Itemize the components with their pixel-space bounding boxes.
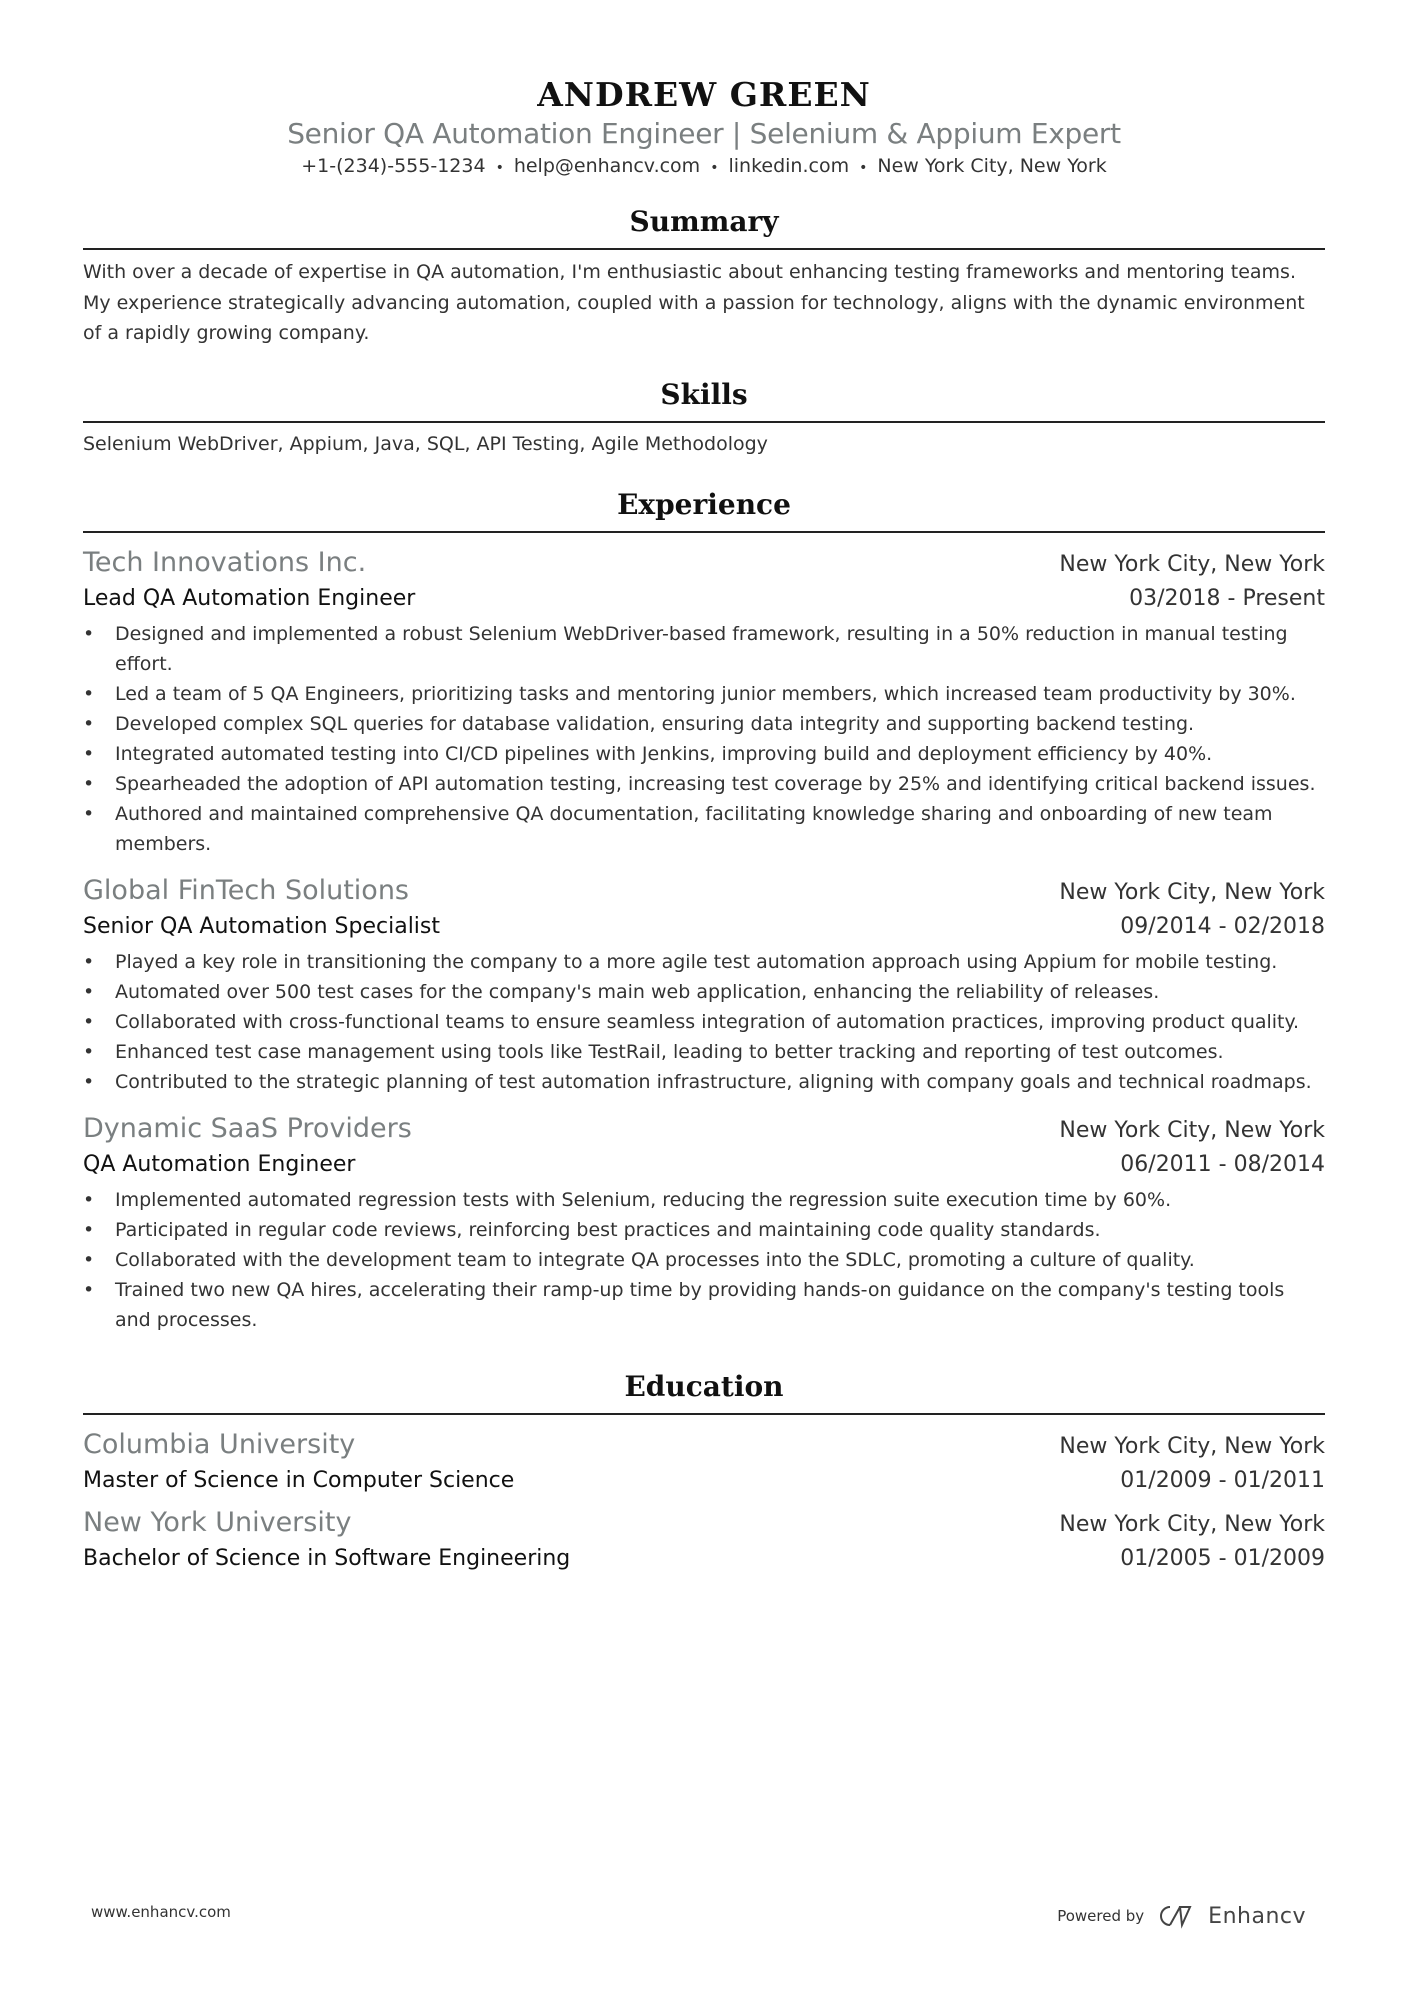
location: New York City, New York: [877, 155, 1107, 177]
resume-page: [83, 0, 1325, 1575]
enhancv-logo-icon: [1156, 1903, 1196, 1929]
separator: •: [710, 160, 719, 176]
company-name: Global FinTech Solutions: [83, 875, 410, 906]
bullet-item: • Collaborated with cross-functional teams to ensure seamless integration of automation practices, improving product quality.: [83, 1007, 1325, 1037]
skills-section: [83, 377, 1325, 460]
footer-powered-by: [1057, 1903, 1306, 1929]
degree: Bachelor of Science in Software Engineering: [83, 1546, 571, 1571]
bullet-item: • Automated over 500 test cases for the company's main web application, enhancing the reliability of releases.: [83, 977, 1325, 1007]
education-dates: 01/2005 - 01/2009: [1120, 1546, 1325, 1571]
job-location: New York City, New York: [1059, 1118, 1325, 1143]
job-bullets: [83, 947, 1325, 1097]
job-title: Lead QA Automation Engineer: [83, 586, 416, 611]
bullet-item: • Spearheaded the adoption of API automation testing, increasing test coverage by 25% and identifying critical backend issues.: [83, 769, 1325, 799]
bullet-item: • Integrated automated testing into CI/CD pipelines with Jenkins, improving build and deployment efficiency by 40%.: [83, 739, 1325, 769]
email[interactable]: help@enhancv.com: [513, 155, 701, 177]
divider: [83, 1413, 1325, 1415]
job-entry: [83, 1111, 1325, 1335]
experience-section: [83, 487, 1325, 1335]
job-location: New York City, New York: [1059, 880, 1325, 905]
school-location: New York City, New York: [1059, 1512, 1325, 1537]
bullet-item: • Participated in regular code reviews, reinforcing best practices and maintaining code quality standards.: [83, 1215, 1325, 1245]
job-dates: 09/2014 - 02/2018: [1120, 914, 1325, 939]
bullet-item: • Developed complex SQL queries for database validation, ensuring data integrity and supporting backend testing.: [83, 709, 1325, 739]
bullet-item: • Trained two new QA hires, accelerating their ramp-up time by providing hands-on guidance on the company's testing tools and processes.: [83, 1275, 1325, 1335]
candidate-headline: Senior QA Automation Engineer | Selenium & Appium Expert: [287, 117, 1121, 150]
school-location: New York City, New York: [1059, 1434, 1325, 1459]
section-title: Skills: [660, 377, 748, 411]
job-location: New York City, New York: [1059, 552, 1325, 577]
job-dates: 03/2018 - Present: [1129, 586, 1325, 611]
bullet-item: • Played a key role in transitioning the company to a more agile test automation approach using Appium for mobile testing.: [83, 947, 1325, 977]
bullet-item: • Contributed to the strategic planning of test automation infrastructure, aligning with company goals and technical roadmaps.: [83, 1067, 1325, 1097]
education-entry: [83, 1505, 1325, 1575]
job-entry: [83, 873, 1325, 1097]
linkedin[interactable]: linkedin.com: [728, 155, 850, 177]
school-name: New York University: [83, 1507, 352, 1538]
separator: •: [495, 160, 504, 176]
company-name: Tech Innovations Inc.: [83, 547, 367, 578]
footer-website[interactable]: www.enhancv.com: [91, 1903, 231, 1921]
bullet-item: • Authored and maintained comprehensive QA documentation, facilitating knowledge sharing and onboarding of new team members.: [83, 799, 1325, 859]
degree: Master of Science in Computer Science: [83, 1468, 515, 1493]
job-title: Senior QA Automation Specialist: [83, 914, 441, 939]
bullet-item: • Enhanced test case management using tools like TestRail, leading to better tracking and reporting of test outcomes.: [83, 1037, 1325, 1067]
school-name: Columbia University: [83, 1429, 356, 1460]
divider: [83, 531, 1325, 533]
job-list: [83, 545, 1325, 1335]
divider: [83, 248, 1325, 250]
section-title: Education: [624, 1370, 784, 1403]
job-bullets: [83, 619, 1325, 859]
separator: •: [859, 160, 868, 176]
section-title: Summary: [629, 205, 779, 238]
powered-by-label: Powered by: [1057, 1907, 1145, 1925]
section-title: Experience: [617, 488, 791, 521]
education-list: [83, 1427, 1325, 1575]
candidate-name: ANDREW GREEN: [537, 75, 871, 114]
contact-line: [83, 152, 1325, 182]
bullet-item: • Collaborated with the development team to integrate QA processes into the SDLC, promoting a culture of quality.: [83, 1245, 1325, 1275]
phone: +1-(234)-555-1234: [301, 155, 486, 177]
job-bullets: [83, 1185, 1325, 1335]
job-dates: 06/2011 - 08/2014: [1120, 1152, 1325, 1177]
summary-text: With over a decade of expertise in QA automation, I'm enthusiastic about enhancing testing frameworks and mentoring teams. My experience strategically advancing automation, coupled with a passion for technology, aligns with the dynamic environment of a rapidly growing company.: [83, 261, 1305, 344]
bullet-item: • Led a team of 5 QA Engineers, prioritizing tasks and mentoring junior members, which increased team productivity by 30%.: [83, 679, 1325, 709]
education-section: [83, 1369, 1325, 1575]
summary-section: [83, 204, 1325, 349]
company-name: Dynamic SaaS Providers: [83, 1113, 412, 1144]
job-title: QA Automation Engineer: [83, 1152, 356, 1177]
education-dates: 01/2009 - 01/2011: [1120, 1468, 1325, 1493]
job-entry: [83, 545, 1325, 859]
enhancv-brand[interactable]: Enhancv: [1208, 1903, 1306, 1929]
education-entry: [83, 1427, 1325, 1497]
bullet-item: • Implemented automated regression tests with Selenium, reducing the regression suite execution time by 60%.: [83, 1185, 1325, 1215]
skills-text: Selenium WebDriver, Appium, Java, SQL, API Testing, Agile Methodology: [83, 432, 768, 455]
divider: [83, 421, 1325, 423]
bullet-item: • Designed and implemented a robust Selenium WebDriver-based framework, resulting in a 50% reduction in manual testing effort.: [83, 619, 1325, 679]
